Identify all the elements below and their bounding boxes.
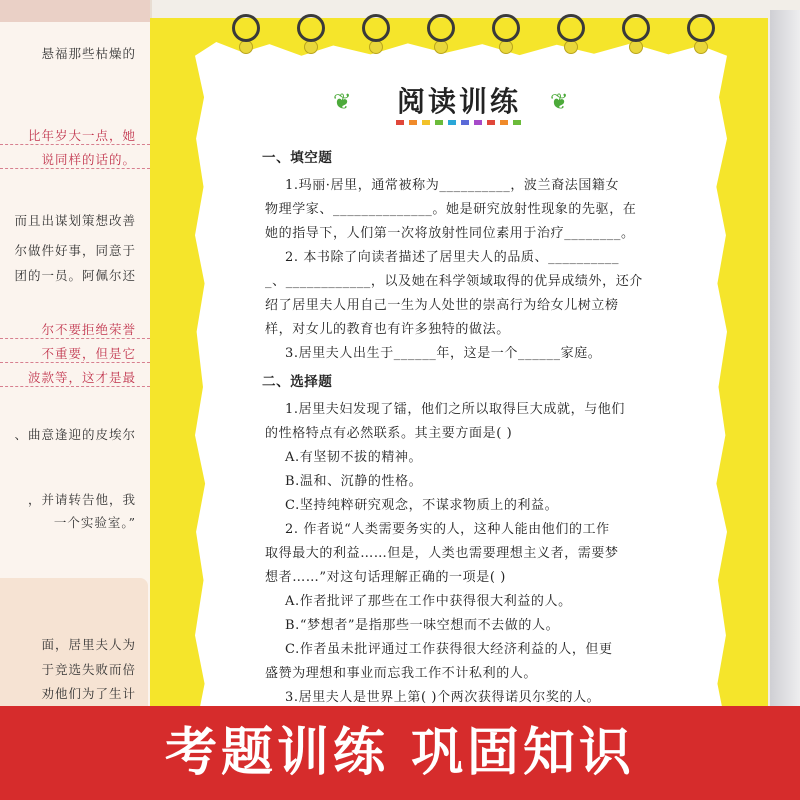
spiral-ring bbox=[687, 14, 715, 42]
left-page-line: 一个实验室。” bbox=[53, 515, 136, 530]
ws-line: C.坚持纯粹研究观念，不谋求物质上的利益。 bbox=[285, 498, 559, 513]
left-page-line: 悬福那些枯燥的 bbox=[41, 46, 136, 61]
left-page-line: 面，居里夫人为 bbox=[41, 637, 136, 652]
binder-hole bbox=[694, 40, 708, 54]
ws-line: 2. 作者说“人类需要务实的人，这种人能由他们的工作 bbox=[285, 522, 610, 537]
spiral-ring bbox=[297, 14, 325, 42]
left-page-line: 而且出谋划策想改善 bbox=[14, 213, 136, 228]
binder-hole bbox=[304, 40, 318, 54]
binder-hole bbox=[239, 40, 253, 54]
spiral-ring bbox=[557, 14, 585, 42]
left-page-line: 、曲意逢迎的皮埃尔 bbox=[14, 427, 136, 442]
ws-line: A.有坚韧不拔的精神。 bbox=[285, 450, 423, 465]
spiral-ring bbox=[492, 14, 520, 42]
leaf-left-icon: ❦ bbox=[333, 90, 352, 115]
ws-line: _、____________，以及她在科学领域取得的优异成绩外，还介 bbox=[265, 274, 643, 289]
worksheet-title-box bbox=[334, 82, 584, 122]
ws-line: 1.玛丽·居里，通常被称为__________，波兰裔法国籍女 bbox=[285, 178, 620, 193]
binder-hole bbox=[499, 40, 513, 54]
section-fill-blank: 一、填空题 bbox=[262, 150, 333, 166]
binder-hole bbox=[369, 40, 383, 54]
promo-banner-text: 考题训练 巩固知识 bbox=[164, 723, 636, 783]
worksheet-title: 阅读训练 bbox=[396, 85, 521, 118]
ws-line: B.温和、沉静的性格。 bbox=[285, 474, 423, 489]
ws-line: 3.居里夫人是世界上第( )个两次获得诺贝尔奖的人。 bbox=[285, 690, 601, 705]
spiral-ring bbox=[362, 14, 390, 42]
ws-line: 绍了居里夫人用自己一生为人处世的崇高行为给女儿树立榜 bbox=[265, 298, 619, 313]
spiral-ring bbox=[232, 14, 260, 42]
left-page-line: 团的一员。阿佩尔还 bbox=[14, 268, 136, 283]
ws-line: 取得最大的利益……但是，人类也需要理想主义者，需要梦 bbox=[265, 546, 619, 561]
ws-line: 1.居里夫妇发现了镭，他们之所以取得巨大成就，与他们 bbox=[285, 402, 626, 417]
left-page bbox=[0, 0, 152, 720]
ws-line: 盛赞为理想和事业而忘我工作不计私利的人。 bbox=[265, 666, 538, 681]
left-page-line: 不重要，但是它 bbox=[0, 344, 150, 363]
ws-line: C.作者虽未批评通过工作获得很大经济利益的人，但更 bbox=[285, 642, 613, 657]
ws-line: 的性格特点有必然联系。其主要方面是( ) bbox=[265, 426, 513, 441]
left-page-line: ，并请转告他，我 bbox=[27, 492, 136, 507]
left-page-line: 波款等，这才是最 bbox=[0, 368, 150, 387]
binder-hole bbox=[629, 40, 643, 54]
left-page-line: 比年岁大一点，她 bbox=[0, 126, 150, 145]
left-page-line: 说同样的话的。 bbox=[0, 150, 150, 169]
ws-line: 样，对女儿的教育也有许多独特的做法。 bbox=[265, 322, 510, 337]
page-edges bbox=[770, 10, 800, 730]
ws-line: 想者……”对这句话理解正确的一项是( ) bbox=[265, 570, 506, 585]
leaf-right-icon: ❦ bbox=[550, 90, 569, 115]
binder-hole bbox=[434, 40, 448, 54]
binder-hole bbox=[564, 40, 578, 54]
left-page-line: 尔不要拒绝荣誉 bbox=[0, 320, 150, 339]
left-page-line: 尔做件好事，同意于 bbox=[14, 243, 136, 258]
color-dots-divider bbox=[378, 120, 538, 126]
ws-line: 她的指导下，人们第一次将放射性同位素用于治疗________。 bbox=[265, 226, 635, 241]
ws-line: B.“梦想者”是指那些一味空想而不去做的人。 bbox=[285, 618, 560, 633]
spiral-ring bbox=[427, 14, 455, 42]
ws-line: 物理学家、______________。她是研究放射性现象的先驱，在 bbox=[265, 202, 637, 217]
left-page-header-strip bbox=[0, 0, 150, 22]
ws-line: A.作者批评了那些在工作中获得很大利益的人。 bbox=[285, 594, 572, 609]
section-multiple-choice: 二、选择题 bbox=[262, 374, 333, 390]
ws-line: 3.居里夫人出生于______年，这是一个______家庭。 bbox=[285, 346, 602, 361]
ws-line: 2. 本书除了向读者描述了居里夫人的品质、__________ bbox=[285, 250, 620, 265]
left-page-line: 劝他们为了生计 bbox=[41, 686, 136, 701]
spiral-ring bbox=[622, 14, 650, 42]
left-page-line: 于竞选失败而倍 bbox=[41, 662, 136, 677]
